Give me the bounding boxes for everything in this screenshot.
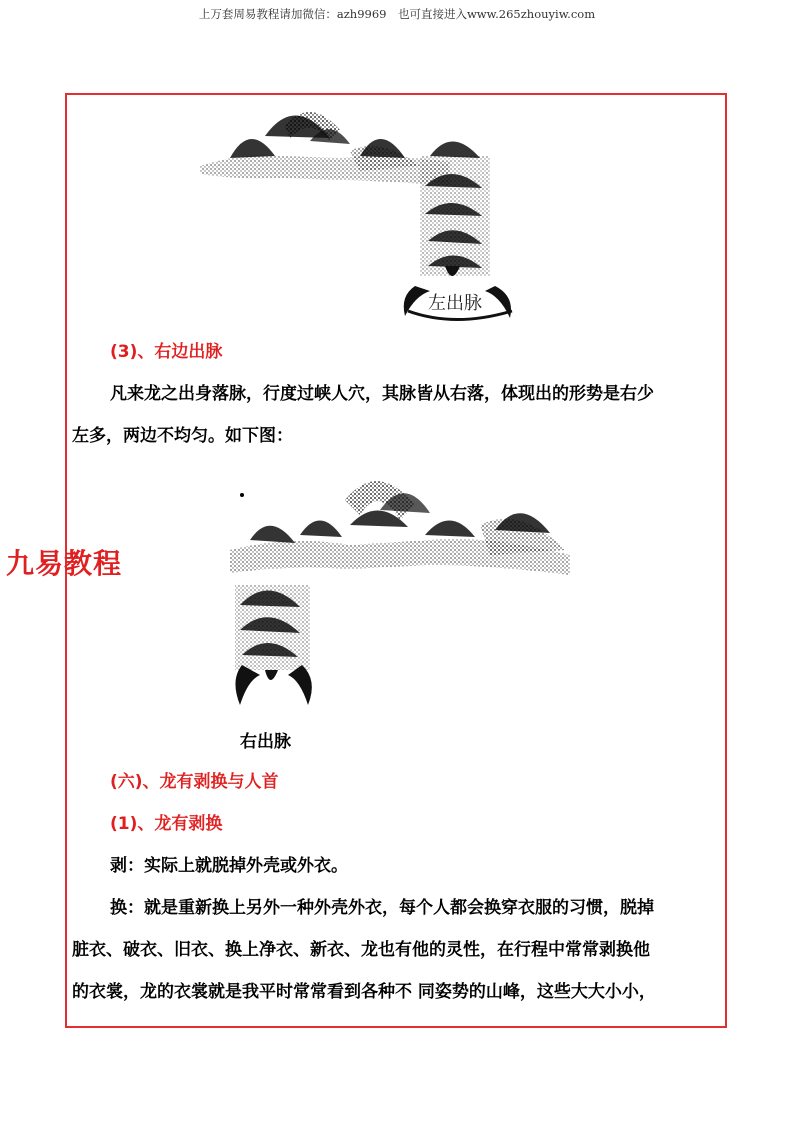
section-6-1-heading: (1)、龙有剥换 xyxy=(110,814,223,834)
section-3-paragraph-line1: 凡来龙之出身落脉，行度过峡人穴，其脉皆从右落，体现出的形势是右少 xyxy=(110,384,654,404)
right-outlet-figure xyxy=(230,465,575,715)
header-note: 上万套周易教程请加微信：azh9969 也可直接进入www.265zhouyiw.com xyxy=(198,7,596,21)
left-outlet-figure xyxy=(190,96,540,326)
huan-definition-line2: 脏衣、破衣、旧衣、换上净衣、新衣、龙也有他的灵性，在行程中常常剥换他 xyxy=(72,940,650,960)
left-outlet-label: 左出脉 xyxy=(428,293,482,314)
huan-definition-line3: 的衣裳，龙的衣裳就是我平时常常看到各种不 同姿势的山峰，这些大大小小， xyxy=(72,982,656,1002)
huan-definition-line1: 换：就是重新换上另外一种外壳外衣，每个人都会换穿衣服的习惯，脱掉 xyxy=(110,898,654,918)
bo-definition: 剥：实际上就脱掉外壳或外衣。 xyxy=(110,856,348,876)
section-6-heading: (六)、龙有剥换与人首 xyxy=(110,772,279,792)
section-3-heading: (3)、右边出脉 xyxy=(110,342,223,362)
brand-watermark: 九易教程 xyxy=(6,547,123,580)
right-outlet-caption: 右出脉 xyxy=(240,732,291,752)
section-3-paragraph-line2: 左多，两边不均匀。如下图： xyxy=(72,426,293,446)
